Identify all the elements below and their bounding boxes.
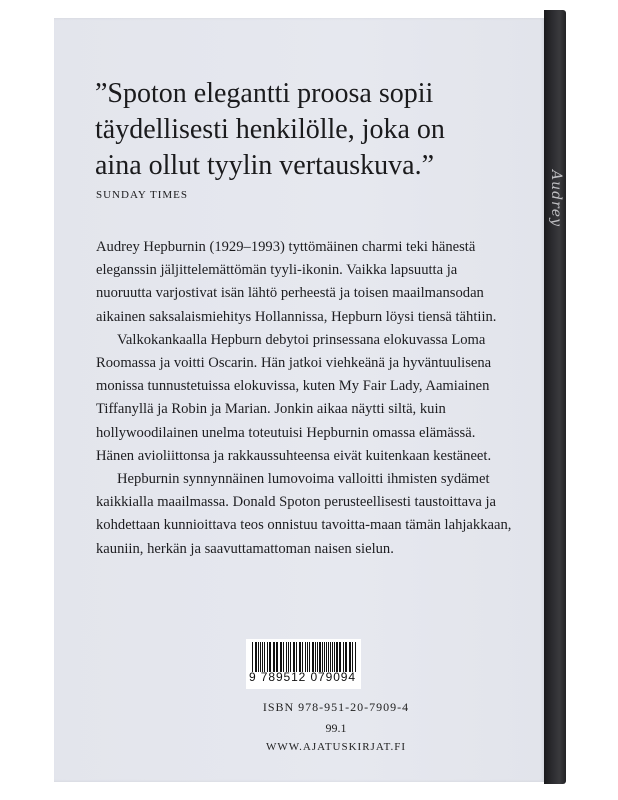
barcode-number: 9 789512 079094 [249,670,356,684]
classification-code: 99.1 [325,721,347,735]
isbn-text: ISBN 978-951-20-7909-4 [262,700,410,714]
blurb [96,236,516,561]
quote-line: täydellisesti henkilölle, joka on [95,114,445,145]
book-spine [544,10,566,784]
isbn-barcode [246,639,361,689]
quote-source: SUNDAY TIMES [96,189,188,201]
review-quote [95,76,525,184]
publisher-website: WWW.AJATUSKIRJAT.FI [266,741,406,753]
blurb-paragraph: Valkokankaalla Hepburn debytoi prinsessana elokuvassa Loma Roomassa ja voitti Oscarin. Hän jatkoi viehkeänä ja hyväntuulisena monissa tunnustetuissa elokuvissa, kuten My Fair Lady, Aamiainen Tiffanyllä ja Robin ja Marian. Jonkin aikaa näytti siltä, kuin hollywoodilainen unelma toteutuisi Hepburnin omassa elämässä. Hänen avioliittonsa ja rakkaussuhteensa eivät kuitenkaan kestäneet. [96,331,492,464]
barcode-bars [252,642,356,672]
spine-title: Audrey [548,170,564,227]
quote-line: aina ollut tyylin vertauskuva.” [95,150,435,181]
blurb-paragraph: Audrey Hepburnin (1929–1993) tyttömäinen charmi teki hänestä eleganssin jäljittelemättömän tyyli-ikonin. Vaikka lapsuutta ja nuoruutta varjostivat isän lähtö perheestä ja toisen maailmansodan aikainen saksalaismiehitys Hollannissa, Hepburn löysi tiensä tähtiin. [96,239,497,325]
quote-line: ”Spoton elegantti proosa sopii [95,78,434,109]
blurb-paragraph: Hepburnin synnynnäinen lumovoima valloitti ihmisten sydämet kaikkialla maailmassa. Donald Spoton perusteellisesti taustoittava ja kohdettaan kunnioittava teos onnistuu tavoitta-maan tämän lahjakkaan, kauniin, herkän ja saavuttamattoman naisen sielun. [96,471,512,557]
